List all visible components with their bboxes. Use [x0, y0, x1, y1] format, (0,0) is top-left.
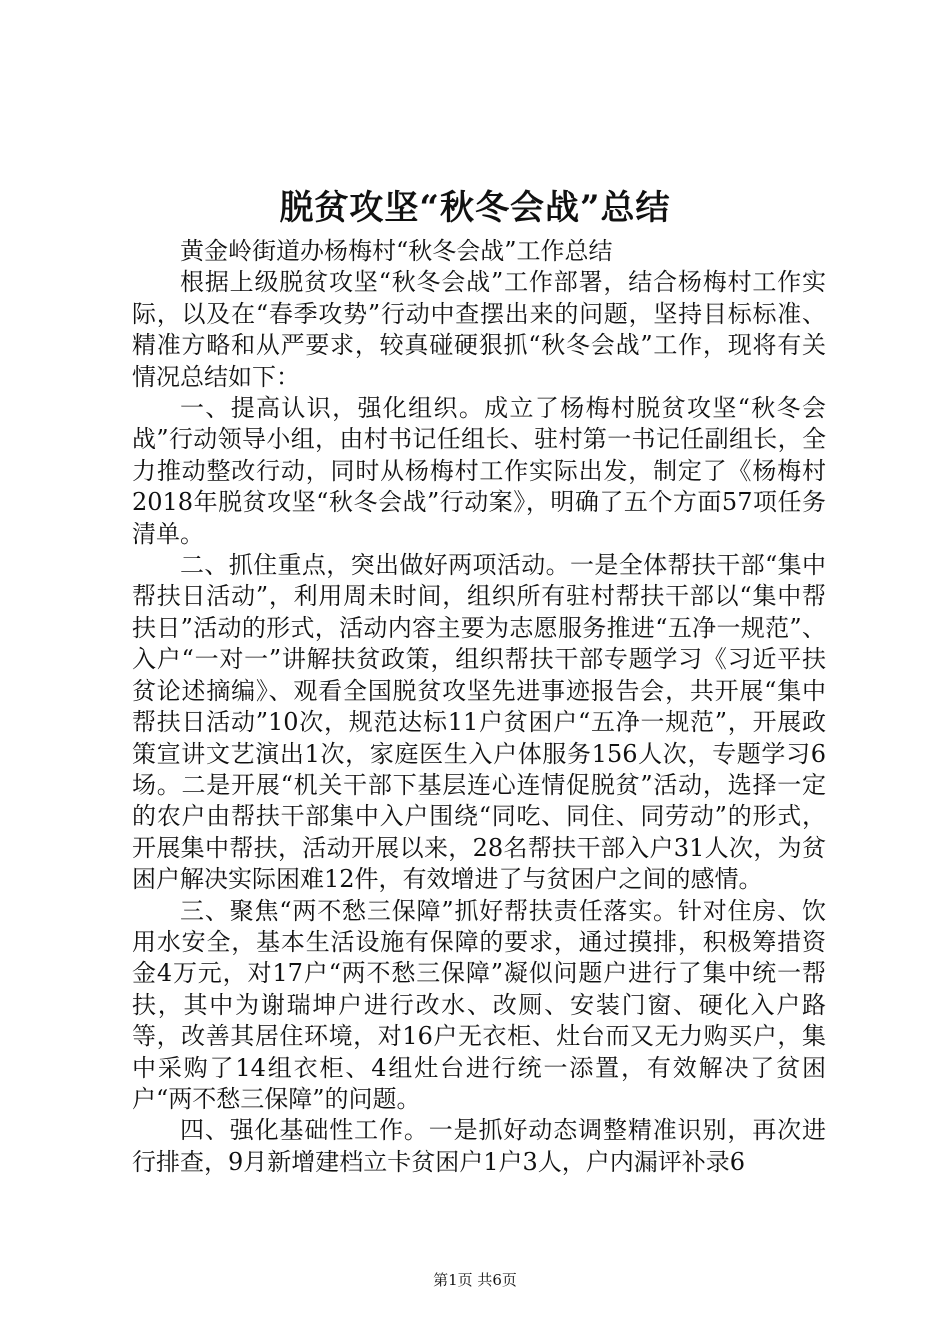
paragraph-section-1: 一、提高认识，强化组织。成立了杨梅村脱贫攻坚“秋冬会战”行动领导小组，由村书记任组长、驻村第一书记任副组长，全力推动整改行动，同时从杨梅村工作实际出发，制定了《杨梅村2018年脱贫攻坚“秋冬会战”行动案》，明确了五个方面57项任务清单。	[132, 394, 826, 548]
paragraph-section-2: 二、抓住重点，突出做好两项活动。一是全体帮扶干部“集中帮扶日活动”，利用周未时间，组织所有驻村帮扶干部以“集中帮扶日”活动的形式，活动内容主要为志愿服务推进“五净一规范”、入户“一对一”讲解扶贫政策，组织帮扶干部专题学习《习近平扶贫论述摘编》、观看全国脱贫攻坚先进事迹报告会，共开展“集中帮扶日活动”10次，规范达标11户贫困户“五净一规范”，开展政策宣讲文艺演出1次，家庭医生入户体服务156人次，专题学习6场。二是开展“机关干部下基层连心连情促脱贫”活动，选择一定的农户由帮扶干部集中入户围绕“同吃、同住、同劳动”的形式，开展集中帮扶，活动开展以来，28名帮扶干部入户31人次，为贫困户解决实际困难12件，有效增进了与贫困户之间的感情。	[132, 551, 826, 894]
paragraph-section-4: 四、强化基础性工作。一是抓好动态调整精准识别，再次进行排查，9月新增建档立卡贫困户1户3人，户内漏评补录6	[132, 1116, 826, 1176]
paragraph-intro: 根据上级脱贫攻坚“秋冬会战”工作部署，结合杨梅村工作实际，以及在“春季攻势”行动中查摆出来的问题，坚持目标标准、精准方略和从严要求，较真碰硬狠抓“秋冬会战”工作，现将有关情况总结如下：	[132, 268, 826, 391]
document-title: 脱贫攻坚“秋冬会战”总结	[279, 188, 671, 228]
paragraph-section-3: 三、聚焦“两不愁三保障”抓好帮扶责任落实。针对住房、饮用水安全，基本生活设施有保障的要求，通过摸排，积极筹措资金4万元，对17户“两不愁三保障”凝似问题户进行了集中统一帮扶，其中为谢瑞坤户进行改水、改厕、安装门窗、硬化入户路等，改善其居住环境，对16户无衣柜、灶台而又无力购买户，集中采购了14组衣柜、4组灶台进行统一添置，有效解决了贫困户“两不愁三保障”的问题。	[132, 896, 826, 1113]
document-body	[132, 236, 826, 1178]
document-subtitle: 黄金岭街道办杨梅村“秋冬会战”工作总结	[180, 237, 613, 265]
page-number-footer: 第1页 共6页	[433, 1271, 517, 1289]
